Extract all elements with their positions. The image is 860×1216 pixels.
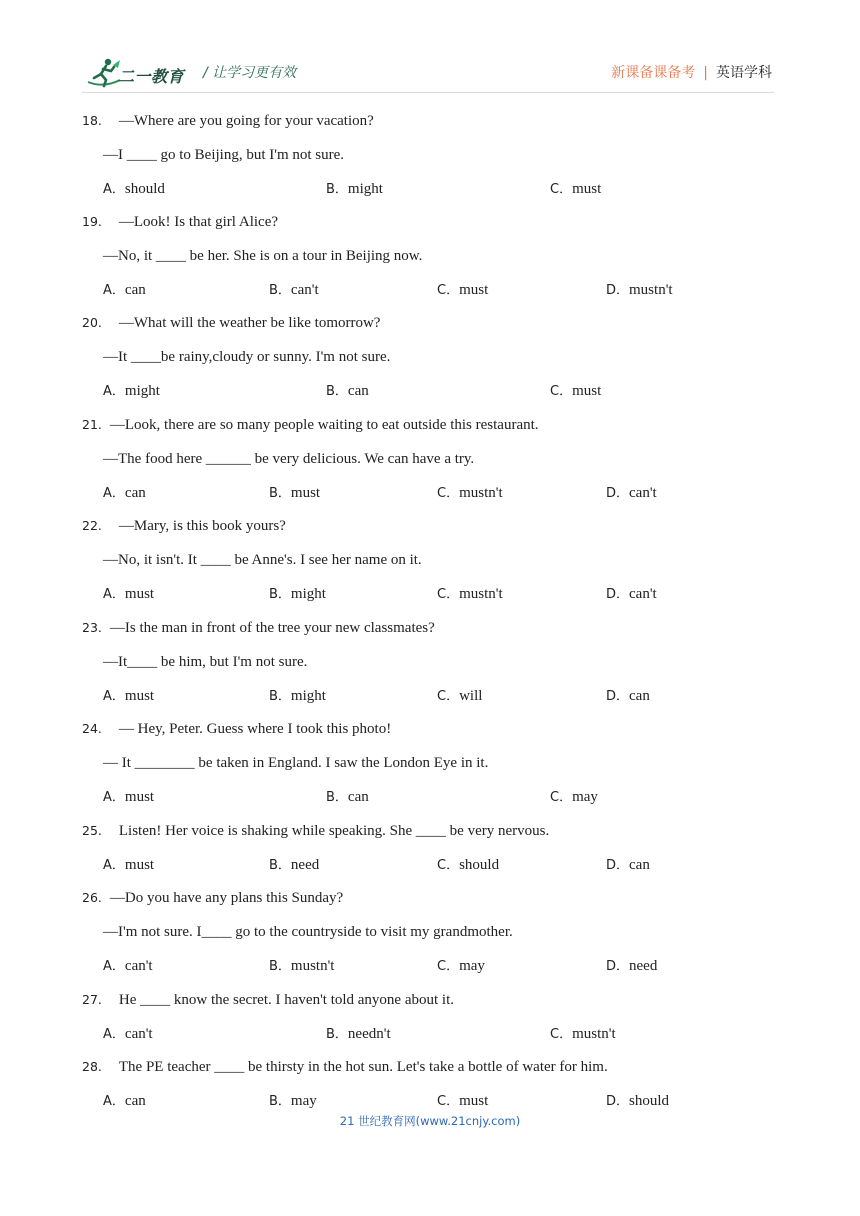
question-number: 25. (82, 823, 102, 838)
option-letter: C． (437, 689, 460, 704)
question-stem (82, 213, 278, 231)
option-letter: D． (606, 689, 630, 704)
question-stem (82, 517, 286, 535)
question-number: 22. (82, 518, 102, 533)
question-text: —Mary, is this book yours? (118, 518, 286, 534)
question-number: 19. (82, 214, 102, 229)
answer-option[interactable] (269, 687, 326, 706)
question-number: 23. (82, 620, 102, 635)
answer-option[interactable] (269, 856, 319, 875)
answer-option[interactable] (269, 484, 320, 503)
answer-option[interactable] (437, 856, 499, 875)
question-text: —Do you have any plans this Sunday? (109, 890, 344, 906)
option-letter: A． (103, 182, 125, 197)
answer-option[interactable] (103, 957, 153, 976)
option-letter: A． (103, 790, 125, 805)
question-reply: —No, it ____ be her. She is on a tour in Beijing now. (103, 248, 423, 264)
option-text: might (124, 383, 160, 399)
option-letter: B． (326, 384, 348, 399)
option-text: needn't (347, 1026, 391, 1042)
option-letter: B． (326, 790, 348, 805)
option-letter: C． (437, 587, 460, 602)
option-letter: B． (269, 959, 291, 974)
option-letter: D． (606, 858, 630, 873)
header-course-label: 新课备课备考 (611, 65, 696, 81)
answer-option[interactable] (326, 788, 369, 807)
answer-option[interactable] (437, 1092, 488, 1111)
option-letter: B． (269, 689, 291, 704)
question-number: 27. (82, 992, 102, 1007)
question-reply: —It____ be him, but I'm not sure. (103, 654, 308, 670)
option-text: mustn't (459, 485, 503, 501)
option-text: will (459, 688, 483, 704)
option-text: can (347, 383, 369, 399)
question-stem (82, 720, 391, 738)
option-text: should (124, 181, 165, 197)
header-separator: | (703, 65, 708, 81)
option-text: can (124, 1093, 146, 1109)
answer-option[interactable] (550, 1025, 616, 1044)
option-letter: A． (103, 1094, 125, 1109)
question-stem (82, 314, 380, 332)
option-letter: D． (606, 959, 630, 974)
answer-option[interactable] (103, 687, 154, 706)
option-text: might (347, 181, 383, 197)
answer-option[interactable] (606, 957, 657, 976)
option-text: must (572, 383, 602, 399)
answer-option[interactable] (437, 585, 503, 604)
option-text: must (572, 181, 602, 197)
option-letter: C． (437, 858, 460, 873)
page-header (0, 0, 860, 100)
option-letter: C． (550, 1027, 573, 1042)
option-text: can't (629, 485, 657, 501)
answer-option[interactable] (326, 180, 383, 199)
answer-option[interactable] (606, 585, 657, 604)
option-letter: C． (437, 486, 460, 501)
option-text: can't (629, 586, 657, 602)
option-text: can (629, 857, 650, 873)
option-text: should (629, 1093, 670, 1109)
question-text: —Look, there are so many people waiting to eat outside this restaurant. (109, 417, 539, 433)
option-text: can't (124, 1026, 153, 1042)
option-text: mustn't (290, 958, 335, 974)
header-right (611, 62, 772, 82)
page-footer: 21 世纪教育网(www.21cnjy.com) (339, 1114, 521, 1128)
option-text: mustn't (572, 1026, 616, 1042)
question-number: 24. (82, 721, 102, 736)
question-stem (82, 619, 435, 637)
option-text: might (290, 586, 326, 602)
answer-option[interactable] (103, 281, 146, 300)
answer-option[interactable] (103, 1092, 146, 1111)
option-letter: C． (437, 959, 460, 974)
answer-option[interactable] (269, 957, 334, 976)
answer-option[interactable] (606, 484, 657, 503)
answer-option[interactable] (103, 382, 160, 401)
option-text: must (290, 485, 321, 501)
option-letter: B． (326, 182, 348, 197)
option-letter: B． (326, 1027, 348, 1042)
option-letter: A． (103, 959, 125, 974)
option-letter: D． (606, 486, 630, 501)
question-number: 28. (82, 1059, 102, 1074)
answer-option[interactable] (326, 1025, 391, 1044)
option-letter: C． (550, 384, 573, 399)
option-letter: C． (550, 182, 573, 197)
question-stem (82, 822, 549, 840)
option-text: may (290, 1093, 317, 1109)
option-letter: B． (269, 587, 291, 602)
option-text: may (459, 958, 485, 974)
question-text: —Where are you going for your vacation? (118, 113, 374, 129)
question-text: —Look! Is that girl Alice? (118, 214, 279, 230)
option-letter: A． (103, 486, 125, 501)
question-number: 21. (82, 417, 102, 432)
question-stem (82, 112, 374, 130)
question-number: 20. (82, 315, 102, 330)
question-reply: —I ____ go to Beijing, but I'm not sure. (103, 147, 345, 163)
option-letter: A． (103, 858, 125, 873)
option-text: need (629, 958, 658, 974)
option-text: must (459, 1093, 489, 1109)
question-reply: —I'm not sure. I____ go to the countryside to visit my grandmother. (103, 924, 513, 940)
answer-option[interactable] (103, 180, 165, 199)
question-reply: — It ________ be taken in England. I saw the London Eye in it. (103, 755, 489, 771)
question-stem (82, 889, 343, 907)
answer-option[interactable] (606, 687, 650, 706)
answer-option[interactable] (606, 856, 650, 875)
option-text: must (124, 789, 155, 805)
option-text: must (459, 282, 489, 298)
option-letter: B． (269, 1094, 291, 1109)
answer-option[interactable] (437, 484, 503, 503)
option-letter: C． (437, 1094, 460, 1109)
answer-option[interactable] (606, 1092, 669, 1111)
answer-option[interactable] (269, 281, 319, 300)
question-text: The PE teacher ____ be thirsty in the hot sun. Let's take a bottle of water for him. (118, 1059, 608, 1075)
option-text: can't (124, 958, 153, 974)
question-stem (82, 416, 539, 434)
header-slogan: / 让学习更有效 (203, 65, 297, 81)
option-text: can (124, 282, 146, 298)
answer-option[interactable] (437, 957, 485, 976)
option-text: can (347, 789, 369, 805)
answer-option[interactable] (269, 1092, 317, 1111)
logo-text: 二一教育 (118, 67, 185, 86)
option-text: mustn't (629, 282, 673, 298)
answer-option[interactable] (550, 382, 601, 401)
question-reply: —No, it isn't. It ____ be Anne's. I see her name on it. (103, 552, 422, 568)
option-letter: C． (437, 283, 460, 298)
question-reply: —The food here ______ be very delicious. We can have a try. (103, 451, 475, 467)
answer-option[interactable] (326, 382, 369, 401)
option-letter: A． (103, 587, 125, 602)
option-text: must (124, 857, 155, 873)
answer-option[interactable] (103, 484, 146, 503)
answer-option[interactable] (103, 1025, 153, 1044)
option-letter: D． (606, 587, 630, 602)
answer-option[interactable] (606, 281, 673, 300)
question-reply: —It ____be rainy,cloudy or sunny. I'm not sure. (103, 349, 391, 365)
question-number: 26. (82, 890, 102, 905)
option-text: can't (290, 282, 319, 298)
answer-option[interactable] (550, 180, 601, 199)
option-text: must (124, 586, 155, 602)
answer-option[interactable] (437, 281, 488, 300)
option-letter: C． (550, 790, 573, 805)
question-number: 18. (82, 113, 102, 128)
option-text: may (572, 789, 598, 805)
option-text: need (290, 857, 320, 873)
option-text: mustn't (459, 586, 503, 602)
option-letter: A． (103, 384, 125, 399)
option-letter: A． (103, 689, 125, 704)
option-text: must (124, 688, 155, 704)
option-text: should (459, 857, 500, 873)
answer-option[interactable] (103, 788, 154, 807)
option-letter: D． (606, 283, 630, 298)
question-text: — Hey, Peter. Guess where I took this photo! (118, 721, 392, 737)
question-stem (82, 991, 454, 1009)
question-text: Listen! Her voice is shaking while speaking. She ____ be very nervous. (118, 823, 550, 839)
option-letter: D． (606, 1094, 630, 1109)
option-text: might (290, 688, 326, 704)
option-letter: B． (269, 283, 291, 298)
question-text: —Is the man in front of the tree your new classmates? (109, 620, 435, 636)
option-text: can (629, 688, 650, 704)
option-letter: B． (269, 486, 291, 501)
answer-option[interactable] (437, 687, 482, 706)
answer-option[interactable] (550, 788, 598, 807)
question-text: He ____ know the secret. I haven't told anyone about it. (118, 992, 455, 1008)
option-letter: A． (103, 283, 125, 298)
answer-option[interactable] (269, 585, 326, 604)
option-text: can (124, 485, 146, 501)
option-letter: A． (103, 1027, 125, 1042)
question-stem (82, 1058, 608, 1076)
question-text: —What will the weather be like tomorrow? (118, 315, 381, 331)
header-divider (82, 92, 774, 93)
header-subject-label: 英语学科 (716, 65, 772, 81)
answer-option[interactable] (103, 585, 154, 604)
option-letter: B． (269, 858, 291, 873)
answer-option[interactable] (103, 856, 154, 875)
